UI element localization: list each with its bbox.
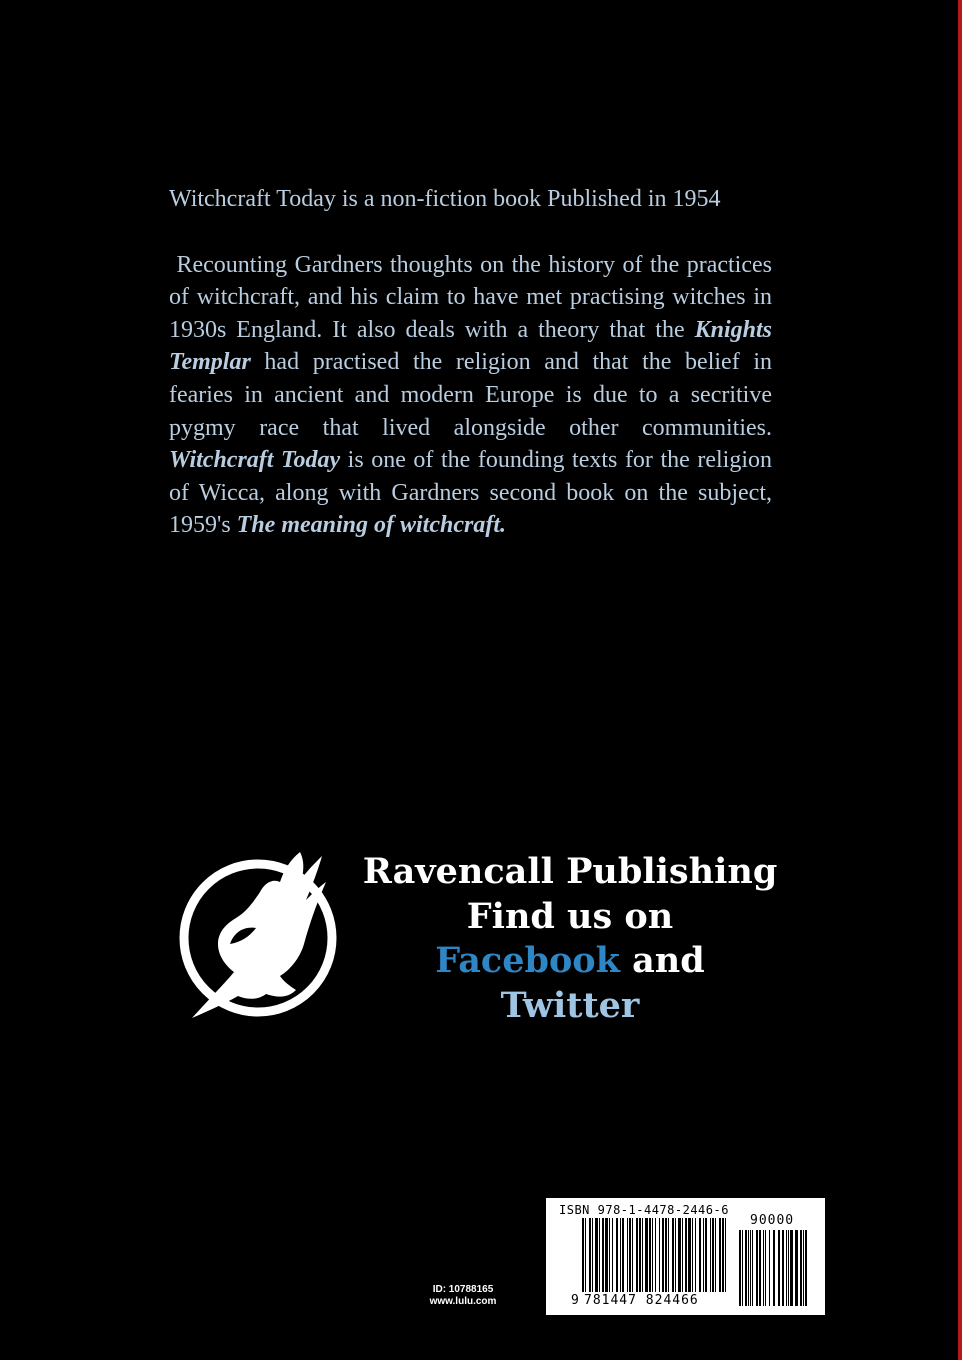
lulu-id: ID: 10788165 [432,1284,494,1295]
blurb-text-c: is one of the founding texts for the religion of Wicca, along with Gardners second book on the subject, 1959's [169,447,773,539]
addon-number: 90000 [750,1213,795,1228]
ean-first-digit: 9 [571,1293,579,1308]
second-book-title: The meaning of witchcraft. [236,512,507,539]
publisher-block [360,850,780,1028]
isbn-label: ISBN 978-1-4478-2446-6 [559,1203,729,1217]
twitter-link[interactable]: Twitter [500,984,640,1026]
blurb-description [169,249,772,542]
and-text: and [619,940,705,981]
find-us-line: Find us on [466,895,674,937]
social-line [360,939,780,984]
lulu-url[interactable]: www.lulu.com [429,1296,497,1307]
raven-in-circle-icon [172,848,344,1024]
cover-edge [958,0,962,1360]
blurb-intro: Witchcraft Today is a non-fiction book Published in 1954 [169,186,721,212]
lulu-id-block [420,1284,506,1308]
ean-digits: 781447 824466 [584,1293,699,1308]
back-cover-blurb [169,183,772,542]
book-title: Witchcraft Today [169,447,341,474]
facebook-link[interactable]: Facebook [435,940,620,981]
isbn-barcode [546,1198,825,1315]
blurb-text-a: Recounting Gardners thoughts on the history of the practices of witchcraft, and his claim to have met practising witches in 1930s England. It also deals with a theory that the [169,251,772,343]
knights-templar: Knights Templar [169,316,772,376]
publisher-name: Ravencall Publishing [362,851,778,892]
blurb-text-b: had practised the religion and that the belief in fearies in ancient and modern Europe is due to a secritive pygmy race that lived alongside other communities. [169,349,772,441]
